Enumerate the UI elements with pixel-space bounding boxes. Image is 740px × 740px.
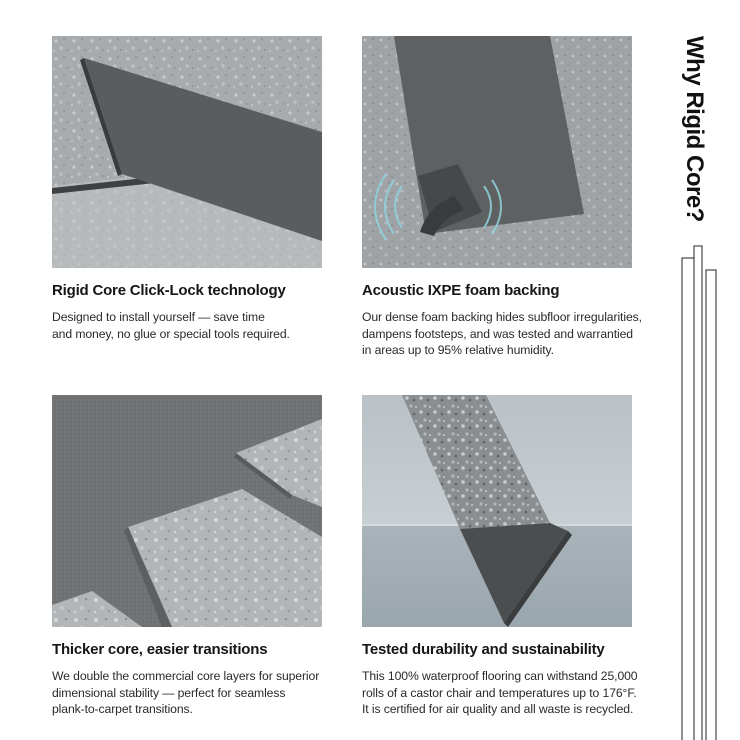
foam-backing-illustration (362, 36, 632, 268)
side-heading-text: Why Rigid Core? (681, 36, 708, 222)
feature-title: Tested durability and sustainability (362, 641, 605, 658)
description-line: plank-to-carpet transitions. (52, 702, 193, 716)
description-line: dampens footsteps, and was tested and warrantied (362, 326, 633, 341)
description-line: in areas up to 95% relative humidity. (362, 343, 554, 357)
durability-image (362, 395, 632, 627)
description-line: This 100% waterproof flooring can withstand 25,000 (362, 669, 638, 683)
feature-title: Rigid Core Click-Lock technology (52, 282, 286, 299)
side-heading (676, 36, 708, 222)
thicker-core-illustration (52, 395, 322, 627)
stacked-planks-graphic (676, 240, 726, 740)
feature-description (52, 668, 352, 718)
durability-illustration (362, 395, 632, 627)
description-line: We double the commercial core layers for superior (52, 669, 320, 683)
description-line: rolls of a castor chair and temperatures up to 176°F. (362, 685, 637, 700)
thicker-core-image (52, 395, 322, 627)
feature-title: Acoustic IXPE foam backing (362, 282, 560, 299)
feature-description (52, 309, 352, 342)
click-lock-illustration (52, 36, 322, 268)
feature-title: Thicker core, easier transitions (52, 641, 268, 658)
description-line: Designed to install yourself — save time (52, 310, 265, 324)
description-line: Our dense foam backing hides subfloor irregularities, (362, 310, 642, 324)
foam-backing-image (362, 36, 632, 268)
click-lock-image (52, 36, 322, 268)
description-line: dimensional stability — perfect for seamless (52, 685, 286, 700)
description-line: It is certified for air quality and all waste is recycled. (362, 702, 634, 716)
feature-description (362, 668, 662, 718)
description-line: and money, no glue or special tools required. (52, 326, 290, 341)
feature-description (362, 309, 662, 359)
